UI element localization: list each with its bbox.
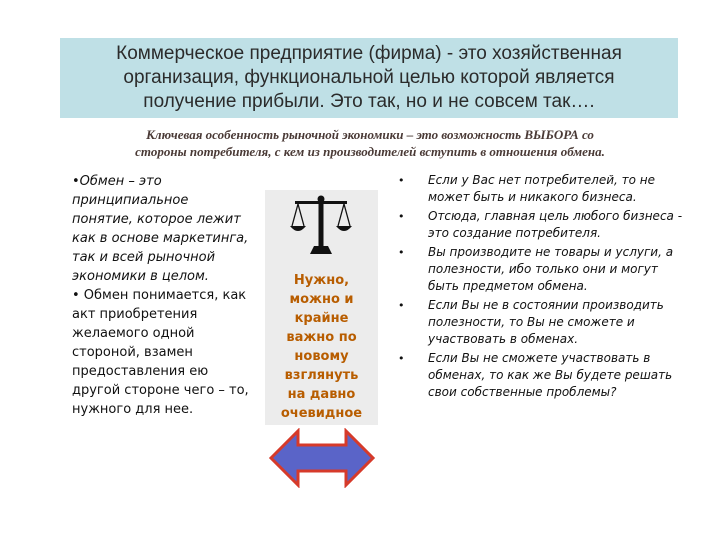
- center-line-8: очевидное: [280, 406, 363, 421]
- subtitle-line-1: Ключевая особенность рыночной экономики – это возможность ВЫБОРА со: [146, 127, 594, 142]
- right-column: [398, 172, 688, 403]
- list-item-text: Вы производите не товары и услуги, а полезности, ибо только они и могут быть предметом обмена.: [428, 245, 674, 293]
- list-item-text: Если Вы не в состоянии производить полезности, то Вы не сможете и участвовать в обменах.: [428, 298, 664, 346]
- bullet-icon: •: [398, 299, 405, 312]
- center-line-1: Нужно,: [293, 273, 350, 288]
- list-item: [398, 297, 688, 348]
- center-line-4: важно по: [286, 330, 357, 345]
- bullet-icon: •: [398, 210, 405, 223]
- list-item-text: Если Вы не сможете участвовать в обменах, то как же Вы будете решать свои собственные проблемы?: [428, 351, 673, 399]
- list-item-text: Отсюда, главная цель любого бизнеса - это создание потребителя.: [428, 209, 683, 240]
- center-line-6: взглянуть: [284, 368, 359, 383]
- exchange-definition-text: • Обмен понимается, как акт приобретения желаемого одной стороной, взамен предоставления ею другой стороне чего – то, нужного для нее.: [72, 288, 249, 417]
- center-line-3: крайне: [294, 311, 349, 326]
- subtitle: [70, 126, 670, 160]
- list-item: [398, 172, 688, 206]
- bullet-icon: •: [398, 352, 405, 365]
- list-item: [398, 208, 688, 242]
- title-line-2: организация, функциональной целью которой является: [123, 67, 615, 88]
- double-arrow-icon: [268, 428, 376, 488]
- list-item: [398, 244, 688, 295]
- title-line-1: Коммерческое предприятие (фирма) - это хозяйственная: [116, 43, 622, 64]
- title-line-3: получение прибыли. Это так, но и не совсем так….: [143, 91, 595, 112]
- bullet-icon: •: [398, 174, 405, 187]
- center-line-5: новому: [294, 349, 349, 364]
- list-item: [398, 350, 688, 401]
- bullet-icon: •: [398, 246, 405, 259]
- center-text: [265, 271, 378, 423]
- title-box: [60, 38, 678, 118]
- left-column: [72, 172, 250, 419]
- subtitle-line-2: стороны потребителя, с кем из производителей вступить в отношения обмена.: [135, 144, 605, 159]
- exchange-concept-text: •Обмен – это принципиальное понятие, которое лежит как в основе маркетинга, так и всей рыночной экономики в целом.: [72, 174, 249, 284]
- list-item-text: Если у Вас нет потребителей, то не может быть и никакого бизнеса.: [428, 173, 656, 204]
- center-line-2: можно и: [289, 292, 354, 307]
- scales-icon: [290, 194, 352, 260]
- center-line-7: на давно: [287, 387, 356, 402]
